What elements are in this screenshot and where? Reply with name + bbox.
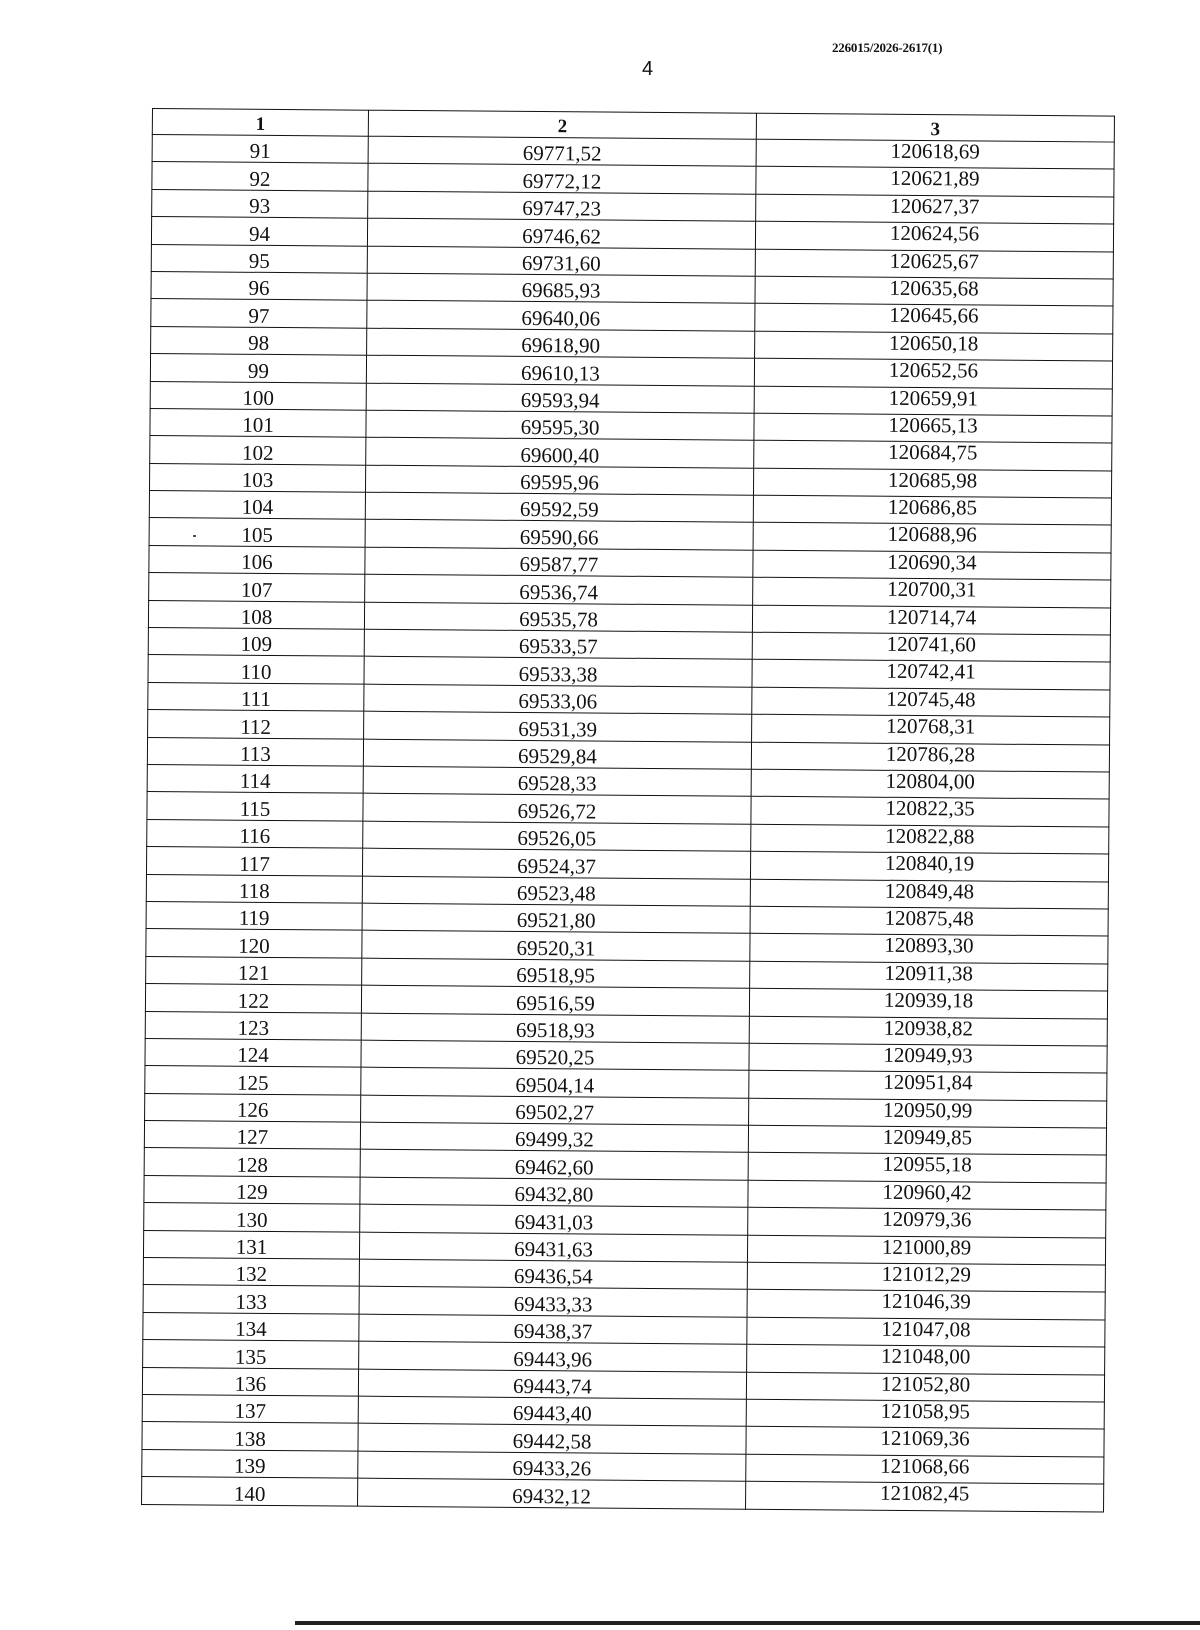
y-coordinate-cell: 120700,31 bbox=[753, 577, 1111, 607]
y-coordinate-cell: 121048,00 bbox=[747, 1344, 1105, 1374]
x-coordinate-cell: 69746,62 bbox=[367, 218, 755, 248]
x-coordinate-cell: 69443,74 bbox=[358, 1369, 746, 1399]
point-number-cell: 117 bbox=[146, 847, 362, 876]
y-coordinate-cell: 120665,13 bbox=[754, 413, 1112, 443]
point-number-cell: 123 bbox=[145, 1011, 361, 1040]
point-number-cell: 128 bbox=[144, 1148, 360, 1177]
x-coordinate-cell: 69443,40 bbox=[358, 1396, 746, 1426]
x-coordinate-cell: 69533,57 bbox=[364, 629, 752, 659]
point-number-cell: 118 bbox=[146, 874, 362, 903]
x-coordinate-cell: 69520,31 bbox=[362, 931, 750, 961]
x-coordinate-cell: 69523,48 bbox=[362, 876, 750, 906]
x-coordinate-cell: 69433,26 bbox=[358, 1451, 746, 1481]
y-coordinate-cell: 120955,18 bbox=[748, 1153, 1106, 1183]
column-header-2: 2 bbox=[368, 110, 756, 139]
x-coordinate-cell: 69443,96 bbox=[359, 1341, 747, 1371]
y-coordinate-cell: 120745,48 bbox=[752, 687, 1110, 717]
point-number-cell: 91 bbox=[152, 135, 368, 164]
y-coordinate-cell: 120618,69 bbox=[756, 139, 1114, 169]
y-coordinate-cell: 120822,88 bbox=[751, 824, 1109, 854]
x-coordinate-cell: 69772,12 bbox=[368, 164, 756, 194]
x-coordinate-cell: 69595,96 bbox=[365, 465, 753, 495]
point-number-cell: 96 bbox=[151, 271, 367, 300]
column-header-1: 1 bbox=[152, 109, 368, 137]
x-coordinate-cell: 69433,33 bbox=[359, 1287, 747, 1317]
point-number-cell: 103 bbox=[149, 463, 365, 492]
x-coordinate-cell: 69592,59 bbox=[365, 492, 753, 522]
point-number-cell: 100 bbox=[150, 381, 366, 410]
x-coordinate-cell: 69533,38 bbox=[364, 657, 752, 687]
point-number-cell: 124 bbox=[145, 1038, 361, 1067]
y-coordinate-cell: 120742,41 bbox=[752, 660, 1110, 690]
point-number-cell: 133 bbox=[143, 1285, 359, 1314]
x-coordinate-cell: 69526,05 bbox=[363, 821, 751, 851]
x-coordinate-cell: 69535,78 bbox=[364, 602, 752, 632]
x-coordinate-cell: 69518,93 bbox=[361, 1013, 749, 1043]
document-reference-number: 226015/2026-2617(1) bbox=[832, 40, 943, 55]
point-number-cell: 110 bbox=[148, 655, 364, 684]
y-coordinate-cell: 120652,56 bbox=[754, 358, 1112, 388]
point-number-cell: 121 bbox=[146, 956, 362, 985]
coordinates-table bbox=[141, 108, 1115, 1512]
x-coordinate-cell: 69462,60 bbox=[360, 1150, 748, 1180]
x-coordinate-cell: 69640,06 bbox=[367, 301, 755, 331]
y-coordinate-cell: 120979,36 bbox=[748, 1207, 1106, 1237]
point-number-cell: 94 bbox=[151, 217, 367, 246]
point-number-cell: 107 bbox=[149, 573, 365, 602]
point-number-cell: 129 bbox=[144, 1175, 360, 1204]
x-coordinate-cell: 69438,37 bbox=[359, 1314, 747, 1344]
y-coordinate-cell: 120635,68 bbox=[755, 276, 1113, 306]
y-coordinate-cell: 120875,48 bbox=[750, 906, 1108, 936]
x-coordinate-cell: 69520,25 bbox=[361, 1040, 749, 1070]
y-coordinate-cell: 120690,34 bbox=[753, 550, 1111, 580]
point-number-cell: 116 bbox=[147, 819, 363, 848]
bottom-rule bbox=[295, 1621, 1200, 1625]
point-number-cell: 115 bbox=[147, 792, 363, 821]
x-coordinate-cell: 69432,12 bbox=[358, 1478, 746, 1508]
x-coordinate-cell: 69610,13 bbox=[366, 355, 754, 385]
y-coordinate-cell: 120659,91 bbox=[754, 386, 1112, 416]
y-coordinate-cell: 120686,85 bbox=[753, 495, 1111, 525]
y-coordinate-cell: 120939,18 bbox=[749, 988, 1107, 1018]
column-header-3: 3 bbox=[756, 113, 1114, 142]
point-number-cell: 102 bbox=[150, 436, 366, 465]
y-coordinate-cell: 121052,80 bbox=[746, 1372, 1104, 1402]
y-coordinate-cell: 120741,60 bbox=[752, 632, 1110, 662]
y-coordinate-cell: 120911,38 bbox=[750, 961, 1108, 991]
y-coordinate-cell: 121046,39 bbox=[747, 1290, 1105, 1320]
point-number-cell: 106 bbox=[149, 545, 365, 574]
y-coordinate-cell: 120624,56 bbox=[755, 221, 1113, 251]
x-coordinate-cell: 69526,72 bbox=[363, 794, 751, 824]
point-number-cell: 108 bbox=[148, 600, 364, 629]
x-coordinate-cell: 69432,80 bbox=[360, 1177, 748, 1207]
x-coordinate-cell: 69431,63 bbox=[359, 1232, 747, 1262]
point-number-cell: 119 bbox=[146, 901, 362, 930]
point-number-cell: 99 bbox=[150, 354, 366, 383]
point-number-cell: 138 bbox=[142, 1422, 358, 1451]
x-coordinate-cell: 69533,06 bbox=[364, 684, 752, 714]
x-coordinate-cell: 69528,33 bbox=[363, 766, 751, 796]
y-coordinate-cell: 120645,66 bbox=[755, 304, 1113, 334]
x-coordinate-cell: 69771,52 bbox=[368, 136, 756, 166]
point-number-cell: 130 bbox=[144, 1203, 360, 1232]
page-number: 4 bbox=[642, 58, 654, 80]
point-number-cell: 113 bbox=[147, 737, 363, 766]
point-number-cell: 127 bbox=[144, 1121, 360, 1150]
x-coordinate-cell: 69731,60 bbox=[367, 246, 755, 276]
x-coordinate-cell: 69504,14 bbox=[361, 1067, 749, 1097]
point-number-cell: 92 bbox=[152, 162, 368, 191]
point-number-cell: 131 bbox=[143, 1230, 359, 1259]
x-coordinate-cell: 69590,66 bbox=[365, 520, 753, 550]
point-number-cell: 101 bbox=[150, 408, 366, 437]
x-coordinate-cell: 69536,74 bbox=[365, 574, 753, 604]
y-coordinate-cell: 120688,96 bbox=[753, 523, 1111, 553]
point-number-cell: 140 bbox=[142, 1477, 358, 1506]
point-number-cell: 109 bbox=[148, 628, 364, 657]
point-number-cell: 134 bbox=[143, 1312, 359, 1341]
x-coordinate-cell: 69521,80 bbox=[362, 903, 750, 933]
x-coordinate-cell: 69502,27 bbox=[361, 1095, 749, 1125]
y-coordinate-cell: 121058,95 bbox=[746, 1399, 1104, 1429]
y-coordinate-cell: 120938,82 bbox=[749, 1016, 1107, 1046]
point-number-cell: 104 bbox=[149, 491, 365, 520]
point-number-cell: 98 bbox=[151, 326, 367, 355]
y-coordinate-cell: 120949,93 bbox=[749, 1043, 1107, 1073]
y-coordinate-cell: 120960,42 bbox=[748, 1180, 1106, 1210]
x-coordinate-cell: 69499,32 bbox=[360, 1122, 748, 1152]
x-coordinate-cell: 69529,84 bbox=[363, 739, 751, 769]
y-coordinate-cell: 120849,48 bbox=[750, 879, 1108, 909]
point-number-cell: 114 bbox=[147, 764, 363, 793]
x-coordinate-cell: 69685,93 bbox=[367, 273, 755, 303]
point-number-cell: 95 bbox=[151, 244, 367, 273]
x-coordinate-cell: 69436,54 bbox=[359, 1259, 747, 1289]
x-coordinate-cell: 69587,77 bbox=[365, 547, 753, 577]
y-coordinate-cell: 120893,30 bbox=[750, 934, 1108, 964]
y-coordinate-cell: 120822,35 bbox=[751, 797, 1109, 827]
point-number-cell: 137 bbox=[142, 1394, 358, 1423]
y-coordinate-cell: 120714,74 bbox=[752, 605, 1110, 635]
x-coordinate-cell: 69747,23 bbox=[368, 191, 756, 221]
y-coordinate-cell: 121047,08 bbox=[747, 1317, 1105, 1347]
x-coordinate-cell: 69516,59 bbox=[361, 985, 749, 1015]
point-number-cell: 136 bbox=[142, 1367, 358, 1396]
y-coordinate-cell: 120621,89 bbox=[756, 167, 1114, 197]
y-coordinate-cell: 120951,84 bbox=[749, 1070, 1107, 1100]
y-coordinate-cell: 121000,89 bbox=[747, 1235, 1105, 1265]
y-coordinate-cell: 120625,67 bbox=[755, 249, 1113, 279]
y-coordinate-cell: 121069,36 bbox=[746, 1427, 1104, 1457]
y-coordinate-cell: 121082,45 bbox=[746, 1481, 1104, 1511]
point-number-cell: 93 bbox=[152, 189, 368, 218]
scan-artifact bbox=[193, 535, 196, 537]
point-number-cell: 125 bbox=[145, 1066, 361, 1095]
x-coordinate-cell: 69600,40 bbox=[366, 437, 754, 467]
y-coordinate-cell: 120685,98 bbox=[753, 468, 1111, 498]
x-coordinate-cell: 69593,94 bbox=[366, 383, 754, 413]
x-coordinate-cell: 69431,03 bbox=[360, 1204, 748, 1234]
y-coordinate-cell: 120627,37 bbox=[756, 194, 1114, 224]
y-coordinate-cell: 120804,00 bbox=[751, 769, 1109, 799]
point-number-cell: 111 bbox=[148, 682, 364, 711]
y-coordinate-cell: 120786,28 bbox=[751, 742, 1109, 772]
point-number-cell: 132 bbox=[143, 1257, 359, 1286]
y-coordinate-cell: 120950,99 bbox=[749, 1098, 1107, 1128]
point-number-cell: 120 bbox=[146, 929, 362, 958]
x-coordinate-cell: 69531,39 bbox=[364, 711, 752, 741]
y-coordinate-cell: 120840,19 bbox=[750, 851, 1108, 881]
y-coordinate-cell: 120650,18 bbox=[755, 331, 1113, 361]
x-coordinate-cell: 69524,37 bbox=[362, 848, 750, 878]
x-coordinate-cell: 69618,90 bbox=[367, 328, 755, 358]
point-number-cell: 135 bbox=[143, 1340, 359, 1369]
y-coordinate-cell: 120684,75 bbox=[754, 441, 1112, 471]
point-number-cell: 97 bbox=[151, 299, 367, 328]
table-row bbox=[142, 1477, 1104, 1512]
x-coordinate-cell: 69518,95 bbox=[362, 958, 750, 988]
point-number-cell: 105 bbox=[149, 518, 365, 547]
point-number-cell: 122 bbox=[145, 984, 361, 1013]
point-number-cell: 139 bbox=[142, 1449, 358, 1478]
x-coordinate-cell: 69442,58 bbox=[358, 1424, 746, 1454]
y-coordinate-cell: 120949,85 bbox=[748, 1125, 1106, 1155]
table-body bbox=[142, 135, 1115, 1512]
y-coordinate-cell: 121012,29 bbox=[747, 1262, 1105, 1292]
point-number-cell: 112 bbox=[148, 710, 364, 739]
y-coordinate-cell: 120768,31 bbox=[752, 714, 1110, 744]
y-coordinate-cell: 121068,66 bbox=[746, 1454, 1104, 1484]
x-coordinate-cell: 69595,30 bbox=[366, 410, 754, 440]
point-number-cell: 126 bbox=[145, 1093, 361, 1122]
